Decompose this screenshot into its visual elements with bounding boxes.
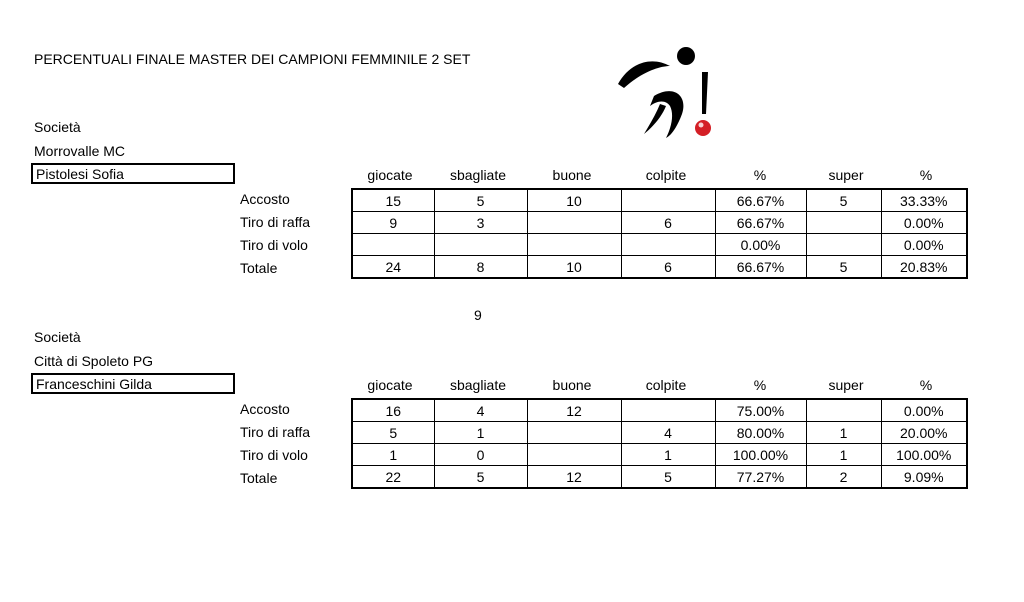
col-header-colpite: colpite — [645, 377, 687, 393]
cell-buone: 12 — [527, 399, 621, 422]
table-row — [352, 189, 967, 212]
cell-buone: 10 — [527, 189, 621, 212]
cell-super-percent: 33.33% — [881, 189, 967, 212]
col-header-percent: % — [753, 167, 767, 183]
cell-buone: 10 — [527, 256, 621, 279]
bocce-player-logo-icon — [614, 44, 720, 142]
col-header-colpite: colpite — [645, 167, 687, 183]
player-name: Franceschini Gilda — [31, 373, 235, 394]
cell-super: 5 — [806, 189, 881, 212]
table-row — [352, 256, 967, 279]
society-label: Società — [34, 119, 81, 135]
cell-super — [806, 234, 881, 256]
page-title: PERCENTUALI FINALE MASTER DEI CAMPIONI FEMMINILE 2 SET — [34, 51, 471, 67]
cell-percent: 75.00% — [715, 399, 806, 422]
cell-giocate: 1 — [352, 444, 434, 466]
row-label-tiro-di-volo: Tiro di volo — [240, 237, 308, 253]
table-row — [352, 399, 967, 422]
col-header-percent: % — [753, 377, 767, 393]
cell-colpite: 5 — [621, 466, 715, 489]
cell-colpite — [621, 189, 715, 212]
col-header-giocate: giocate — [367, 167, 413, 183]
cell-buone — [527, 212, 621, 234]
cell-sbagliate: 4 — [434, 399, 527, 422]
col-header-buone: buone — [552, 377, 592, 393]
col-header-giocate: giocate — [367, 377, 413, 393]
col-header-super-percent: % — [919, 377, 933, 393]
col-header-sbagliate: sbagliate — [449, 377, 507, 393]
cell-sbagliate — [434, 234, 527, 256]
cell-buone — [527, 422, 621, 444]
cell-colpite: 1 — [621, 444, 715, 466]
cell-super-percent: 20.00% — [881, 422, 967, 444]
cell-giocate: 5 — [352, 422, 434, 444]
cell-colpite — [621, 234, 715, 256]
cell-super-percent: 0.00% — [881, 399, 967, 422]
player-name: Pistolesi Sofia — [31, 163, 235, 184]
table-row — [352, 444, 967, 466]
society-name: Città di Spoleto PG — [34, 353, 154, 369]
table-row — [352, 422, 967, 444]
cell-super-percent: 0.00% — [881, 212, 967, 234]
middle-number: 9 — [474, 307, 482, 323]
society-name: Morrovalle MC — [34, 143, 126, 159]
row-label-tiro-di-raffa: Tiro di raffa — [240, 214, 311, 230]
cell-super-percent: 20.83% — [881, 256, 967, 279]
col-header-super-percent: % — [919, 167, 933, 183]
col-header-buone: buone — [552, 167, 592, 183]
cell-super: 2 — [806, 466, 881, 489]
row-label-accosto: Accosto — [240, 191, 290, 207]
cell-super — [806, 399, 881, 422]
cell-sbagliate: 8 — [434, 256, 527, 279]
cell-super-percent: 9.09% — [881, 466, 967, 489]
cell-percent: 77.27% — [715, 466, 806, 489]
cell-buone — [527, 234, 621, 256]
row-label-totale: Totale — [240, 260, 278, 276]
cell-super: 1 — [806, 444, 881, 466]
row-label-accosto: Accosto — [240, 401, 290, 417]
cell-percent: 80.00% — [715, 422, 806, 444]
cell-sbagliate: 3 — [434, 212, 527, 234]
col-header-sbagliate: sbagliate — [449, 167, 507, 183]
cell-super: 5 — [806, 256, 881, 279]
table-row — [352, 466, 967, 489]
cell-super: 1 — [806, 422, 881, 444]
col-header-super: super — [828, 167, 864, 183]
cell-percent: 66.67% — [715, 212, 806, 234]
cell-colpite: 6 — [621, 212, 715, 234]
cell-sbagliate: 0 — [434, 444, 527, 466]
table-row — [352, 212, 967, 234]
cell-sbagliate: 5 — [434, 189, 527, 212]
cell-colpite: 4 — [621, 422, 715, 444]
cell-colpite — [621, 399, 715, 422]
row-label-tiro-di-raffa: Tiro di raffa — [240, 424, 311, 440]
cell-percent: 66.67% — [715, 256, 806, 279]
cell-sbagliate: 5 — [434, 466, 527, 489]
stats-table-player-1 — [351, 188, 968, 279]
cell-super-percent: 0.00% — [881, 234, 967, 256]
cell-super-percent: 100.00% — [881, 444, 967, 466]
cell-buone — [527, 444, 621, 466]
cell-giocate: 22 — [352, 466, 434, 489]
cell-giocate: 15 — [352, 189, 434, 212]
cell-buone: 12 — [527, 466, 621, 489]
row-label-tiro-di-volo: Tiro di volo — [240, 447, 308, 463]
cell-sbagliate: 1 — [434, 422, 527, 444]
cell-colpite: 6 — [621, 256, 715, 279]
cell-giocate: 16 — [352, 399, 434, 422]
cell-giocate: 9 — [352, 212, 434, 234]
society-label: Società — [34, 329, 81, 345]
cell-percent: 0.00% — [715, 234, 806, 256]
cell-giocate — [352, 234, 434, 256]
cell-percent: 100.00% — [715, 444, 806, 466]
cell-giocate: 24 — [352, 256, 434, 279]
table-row — [352, 234, 967, 256]
row-label-totale: Totale — [240, 470, 278, 486]
cell-super — [806, 212, 881, 234]
cell-percent: 66.67% — [715, 189, 806, 212]
col-header-super: super — [828, 377, 864, 393]
stats-table-player-2 — [351, 398, 968, 489]
